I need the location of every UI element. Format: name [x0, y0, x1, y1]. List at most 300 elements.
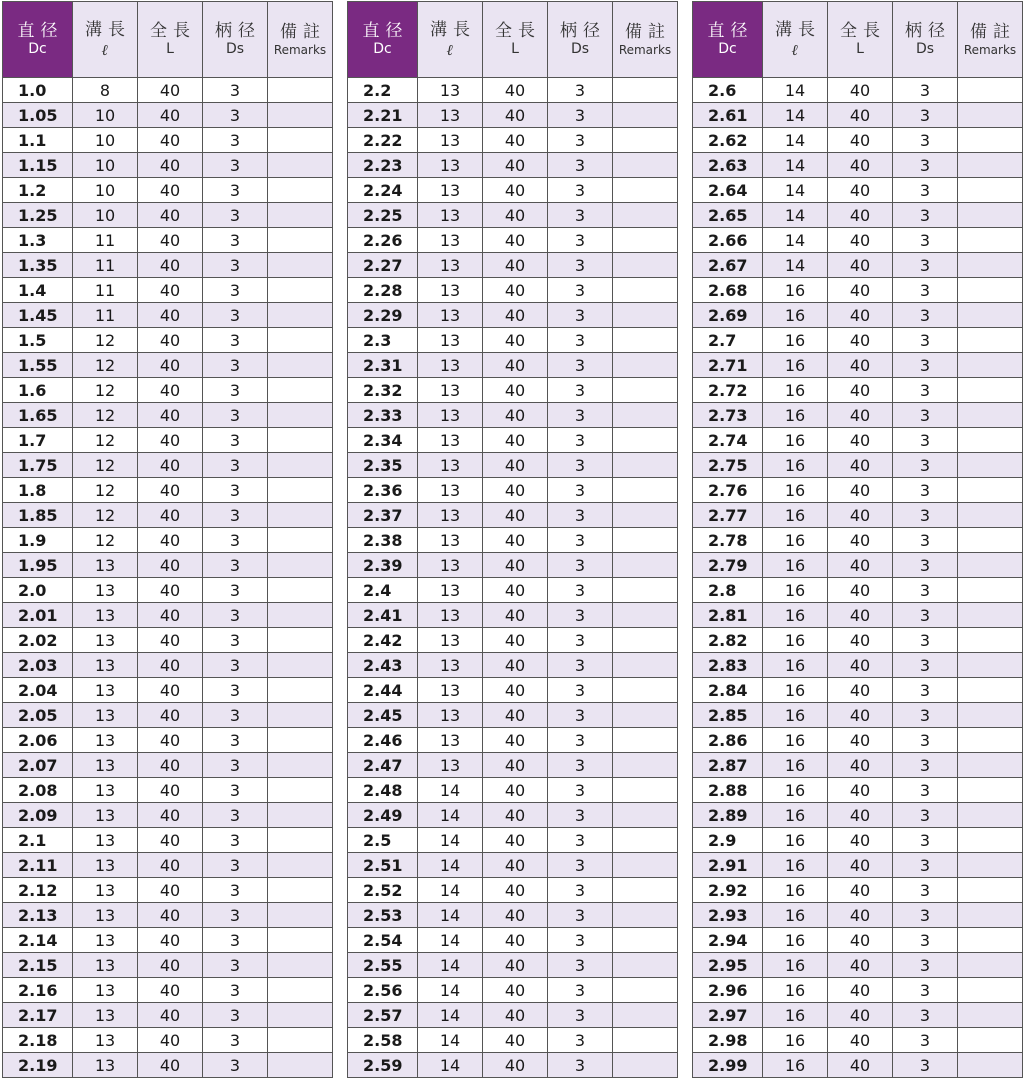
- overall-length-cell: 40: [483, 528, 548, 553]
- diameter-cell: 2.01: [3, 603, 73, 628]
- remarks-cell: [613, 428, 678, 453]
- flute-length-cell: 16: [763, 728, 828, 753]
- flute-length-cell: 13: [73, 953, 138, 978]
- overall-length-cell: 40: [828, 78, 893, 103]
- flute-length-cell: 14: [418, 803, 483, 828]
- remarks-cell: [268, 278, 333, 303]
- remarks-cell: [958, 78, 1023, 103]
- remarks-cell: [958, 778, 1023, 803]
- diameter-cell: 2.21: [348, 103, 418, 128]
- flute-length-cell: 16: [763, 1053, 828, 1078]
- shank-diameter-cell: 3: [548, 703, 613, 728]
- overall-length-cell: 40: [828, 578, 893, 603]
- shank-diameter-cell: 3: [893, 1003, 958, 1028]
- shank-diameter-cell: 3: [203, 178, 268, 203]
- flute-length-cell: 16: [763, 1003, 828, 1028]
- diameter-cell: 2.84: [693, 678, 763, 703]
- table-row: [348, 878, 678, 903]
- remarks-cell: [958, 353, 1023, 378]
- flute-length-cell: 14: [763, 203, 828, 228]
- diameter-cell: 1.3: [3, 228, 73, 253]
- diameter-cell: 2.7: [693, 328, 763, 353]
- diameter-cell: 2.12: [3, 878, 73, 903]
- overall-length-cell: 40: [138, 228, 203, 253]
- flute-length-cell: 13: [418, 578, 483, 603]
- table-row: [348, 228, 678, 253]
- overall-length-cell: 40: [828, 253, 893, 278]
- remarks-cell: [268, 128, 333, 153]
- diameter-header-en: Dc: [718, 41, 737, 58]
- overall-length-cell: 40: [828, 478, 893, 503]
- shank-diameter-cell: 3: [203, 303, 268, 328]
- overall-length-header-en: L: [166, 41, 174, 58]
- flute-length-cell: 14: [763, 103, 828, 128]
- table-row: [348, 1003, 678, 1028]
- diameter-cell: 2.38: [348, 528, 418, 553]
- shank-diameter-cell: 3: [548, 753, 613, 778]
- remarks-cell: [268, 1003, 333, 1028]
- diameter-cell: 1.7: [3, 428, 73, 453]
- table-row: [3, 1053, 333, 1078]
- remarks-cell: [958, 303, 1023, 328]
- diameter-cell: 2.2: [348, 78, 418, 103]
- diameter-cell: 2.04: [3, 678, 73, 703]
- shank-diameter-cell: 3: [203, 503, 268, 528]
- table-row: [3, 878, 333, 903]
- table-row: [693, 1003, 1023, 1028]
- shank-diameter-cell: 3: [548, 203, 613, 228]
- diameter-cell: 2.3: [348, 328, 418, 353]
- flute-length-cell: 13: [73, 803, 138, 828]
- remarks-header-en: Remarks: [618, 42, 672, 57]
- shank-diameter-cell: 3: [203, 853, 268, 878]
- table-row: [3, 128, 333, 153]
- overall-length-cell: 40: [483, 778, 548, 803]
- overall-length-cell: 40: [483, 478, 548, 503]
- diameter-cell: 2.32: [348, 378, 418, 403]
- overall-length-cell: 40: [138, 653, 203, 678]
- flute-length-cell: 13: [73, 828, 138, 853]
- shank-diameter-cell: 3: [548, 528, 613, 553]
- flute-length-cell: 14: [418, 1053, 483, 1078]
- overall-length-cell: 40: [138, 178, 203, 203]
- remarks-cell: [958, 1003, 1023, 1028]
- overall-length-cell: 40: [483, 453, 548, 478]
- diameter-cell: 2.28: [348, 278, 418, 303]
- overall-length-cell: 40: [828, 403, 893, 428]
- table-row: [693, 303, 1023, 328]
- flute-length-cell: 13: [73, 628, 138, 653]
- table-row: [693, 353, 1023, 378]
- spec-table-3: [692, 1, 1023, 1078]
- table-row: [3, 403, 333, 428]
- overall-length-cell: 40: [828, 153, 893, 178]
- remarks-cell: [613, 478, 678, 503]
- flute-length-cell: 14: [418, 853, 483, 878]
- remarks-cell: [268, 303, 333, 328]
- header-row: [3, 2, 333, 78]
- table-row: [693, 703, 1023, 728]
- flute-length-header-jp: 溝長: [430, 20, 476, 41]
- table-row: [348, 128, 678, 153]
- diameter-cell: 2.78: [693, 528, 763, 553]
- overall-length-cell: 40: [483, 403, 548, 428]
- overall-length-header: [138, 2, 203, 78]
- overall-length-cell: 40: [138, 203, 203, 228]
- remarks-cell: [268, 653, 333, 678]
- table-row: [348, 403, 678, 428]
- overall-length-cell: 40: [483, 103, 548, 128]
- table-row: [3, 603, 333, 628]
- overall-length-cell: 40: [828, 753, 893, 778]
- shank-diameter-cell: 3: [548, 728, 613, 753]
- table-row: [348, 528, 678, 553]
- shank-diameter-cell: 3: [203, 903, 268, 928]
- overall-length-cell: 40: [483, 253, 548, 278]
- shank-diameter-cell: 3: [203, 928, 268, 953]
- remarks-cell: [958, 403, 1023, 428]
- shank-diameter-cell: 3: [548, 178, 613, 203]
- overall-length-cell: 40: [483, 303, 548, 328]
- remarks-cell: [613, 203, 678, 228]
- flute-length-cell: 11: [73, 278, 138, 303]
- remarks-cell: [613, 228, 678, 253]
- remarks-cell: [268, 178, 333, 203]
- shank-diameter-cell: 3: [893, 928, 958, 953]
- flute-length-cell: 13: [73, 578, 138, 603]
- flute-length-cell: 16: [763, 703, 828, 728]
- shank-diameter-cell: 3: [203, 128, 268, 153]
- shank-diameter-cell: 3: [548, 1028, 613, 1053]
- table-row: [693, 328, 1023, 353]
- shank-diameter-cell: 3: [548, 1053, 613, 1078]
- flute-length-cell: 14: [418, 978, 483, 1003]
- shank-diameter-cell: 3: [548, 228, 613, 253]
- shank-diameter-cell: 3: [548, 253, 613, 278]
- flute-length-cell: 11: [73, 303, 138, 328]
- shank-diameter-cell: 3: [548, 153, 613, 178]
- shank-diameter-cell: 3: [893, 653, 958, 678]
- flute-length-cell: 13: [73, 703, 138, 728]
- overall-length-cell: 40: [828, 1053, 893, 1078]
- shank-diameter-header-jp: 柄径: [215, 20, 261, 41]
- table-row: [693, 903, 1023, 928]
- overall-length-cell: 40: [483, 903, 548, 928]
- flute-length-cell: 13: [418, 728, 483, 753]
- flute-length-cell: 14: [418, 1003, 483, 1028]
- overall-length-cell: 40: [138, 428, 203, 453]
- remarks-cell: [268, 578, 333, 603]
- remarks-cell: [268, 103, 333, 128]
- remarks-cell: [958, 853, 1023, 878]
- diameter-cell: 1.05: [3, 103, 73, 128]
- shank-diameter-cell: 3: [203, 1028, 268, 1053]
- table-row: [348, 253, 678, 278]
- flute-length-header-en: ℓ: [101, 40, 109, 59]
- shank-diameter-cell: 3: [203, 653, 268, 678]
- remarks-cell: [613, 903, 678, 928]
- overall-length-cell: 40: [483, 803, 548, 828]
- overall-length-cell: 40: [828, 1003, 893, 1028]
- table-row: [3, 103, 333, 128]
- flute-length-cell: 11: [73, 228, 138, 253]
- remarks-cell: [613, 378, 678, 403]
- table-row: [348, 303, 678, 328]
- remarks-cell: [268, 228, 333, 253]
- remarks-cell: [268, 1053, 333, 1078]
- shank-diameter-cell: 3: [893, 603, 958, 628]
- flute-length-cell: 16: [763, 978, 828, 1003]
- table-row: [3, 378, 333, 403]
- remarks-cell: [958, 478, 1023, 503]
- shank-diameter-cell: 3: [893, 828, 958, 853]
- overall-length-cell: 40: [483, 228, 548, 253]
- shank-diameter-cell: 3: [893, 153, 958, 178]
- diameter-cell: 2.1: [3, 828, 73, 853]
- table-row: [3, 553, 333, 578]
- table-row: [348, 778, 678, 803]
- overall-length-cell: 40: [483, 953, 548, 978]
- remarks-cell: [613, 128, 678, 153]
- remarks-cell: [613, 1053, 678, 1078]
- diameter-cell: 2.85: [693, 703, 763, 728]
- overall-length-cell: 40: [483, 153, 548, 178]
- table-row: [3, 803, 333, 828]
- overall-length-cell: 40: [483, 178, 548, 203]
- table-row: [3, 528, 333, 553]
- shank-diameter-cell: 3: [548, 128, 613, 153]
- flute-length-cell: 13: [418, 528, 483, 553]
- flute-length-cell: 12: [73, 478, 138, 503]
- table-row: [693, 78, 1023, 103]
- flute-length-cell: 16: [763, 603, 828, 628]
- remarks-cell: [958, 803, 1023, 828]
- flute-length-cell: 12: [73, 378, 138, 403]
- flute-length-cell: 13: [418, 153, 483, 178]
- overall-length-cell: 40: [483, 878, 548, 903]
- flute-length-cell: 14: [418, 928, 483, 953]
- remarks-cell: [958, 653, 1023, 678]
- shank-diameter-cell: 3: [893, 478, 958, 503]
- shank-diameter-cell: 3: [893, 528, 958, 553]
- table-row: [693, 603, 1023, 628]
- remarks-cell: [268, 553, 333, 578]
- diameter-cell: 2.99: [693, 1053, 763, 1078]
- table-row: [348, 653, 678, 678]
- table-row: [693, 528, 1023, 553]
- flute-length-cell: 14: [418, 778, 483, 803]
- shank-diameter-cell: 3: [548, 928, 613, 953]
- table-row: [693, 128, 1023, 153]
- table-row: [348, 628, 678, 653]
- remarks-cell: [268, 253, 333, 278]
- overall-length-cell: 40: [828, 1028, 893, 1053]
- overall-length-cell: 40: [138, 403, 203, 428]
- overall-length-cell: 40: [138, 1028, 203, 1053]
- shank-diameter-cell: 3: [893, 878, 958, 903]
- table-row: [3, 978, 333, 1003]
- remarks-cell: [958, 228, 1023, 253]
- table-row: [693, 103, 1023, 128]
- table-row: [693, 978, 1023, 1003]
- flute-length-cell: 13: [418, 603, 483, 628]
- flute-length-cell: 10: [73, 203, 138, 228]
- flute-length-cell: 16: [763, 778, 828, 803]
- diameter-cell: 1.65: [3, 403, 73, 428]
- shank-diameter-cell: 3: [203, 353, 268, 378]
- shank-diameter-cell: 3: [893, 803, 958, 828]
- overall-length-cell: 40: [138, 978, 203, 1003]
- table-row: [348, 203, 678, 228]
- diameter-cell: 2.66: [693, 228, 763, 253]
- table-row: [3, 778, 333, 803]
- diameter-cell: 2.06: [3, 728, 73, 753]
- shank-diameter-cell: 3: [203, 78, 268, 103]
- shank-diameter-cell: 3: [893, 128, 958, 153]
- table-row: [348, 728, 678, 753]
- overall-length-cell: 40: [483, 328, 548, 353]
- diameter-cell: 1.8: [3, 478, 73, 503]
- remarks-cell: [613, 553, 678, 578]
- table-row: [3, 328, 333, 353]
- remarks-cell: [958, 378, 1023, 403]
- flute-length-cell: 13: [418, 378, 483, 403]
- flute-length-header-en: ℓ: [446, 40, 454, 59]
- flute-length-cell: 16: [763, 803, 828, 828]
- flute-length-cell: 16: [763, 503, 828, 528]
- table-row: [348, 478, 678, 503]
- table-row: [348, 978, 678, 1003]
- table-row: [693, 253, 1023, 278]
- flute-length-cell: 16: [763, 278, 828, 303]
- overall-length-cell: 40: [483, 753, 548, 778]
- diameter-cell: 2.17: [3, 1003, 73, 1028]
- remarks-cell: [958, 503, 1023, 528]
- flute-length-cell: 16: [763, 353, 828, 378]
- overall-length-cell: 40: [138, 603, 203, 628]
- flute-length-cell: 13: [73, 978, 138, 1003]
- shank-diameter-header-jp: 柄径: [905, 20, 951, 41]
- shank-diameter-cell: 3: [548, 828, 613, 853]
- table-row: [3, 353, 333, 378]
- shank-diameter-cell: 3: [893, 553, 958, 578]
- diameter-cell: 2.91: [693, 853, 763, 878]
- overall-length-cell: 40: [828, 928, 893, 953]
- remarks-cell: [613, 603, 678, 628]
- overall-length-cell: 40: [483, 828, 548, 853]
- overall-length-cell: 40: [138, 1053, 203, 1078]
- remarks-cell: [958, 628, 1023, 653]
- flute-length-cell: 13: [73, 903, 138, 928]
- shank-diameter-cell: 3: [203, 153, 268, 178]
- table-row: [3, 653, 333, 678]
- table-row: [3, 78, 333, 103]
- diameter-cell: 2.03: [3, 653, 73, 678]
- shank-diameter-cell: 3: [203, 278, 268, 303]
- diameter-cell: 1.0: [3, 78, 73, 103]
- diameter-cell: 2.46: [348, 728, 418, 753]
- shank-diameter-cell: 3: [893, 1053, 958, 1078]
- flute-length-cell: 13: [73, 778, 138, 803]
- remarks-cell: [958, 903, 1023, 928]
- table-row: [693, 503, 1023, 528]
- diameter-cell: 2.43: [348, 653, 418, 678]
- flute-length-cell: 13: [418, 253, 483, 278]
- overall-length-cell: 40: [138, 853, 203, 878]
- overall-length-cell: 40: [483, 603, 548, 628]
- diameter-header: [348, 2, 418, 78]
- remarks-cell: [613, 78, 678, 103]
- remarks-cell: [268, 803, 333, 828]
- flute-length-cell: 13: [418, 653, 483, 678]
- table-row: [348, 1053, 678, 1078]
- table-row: [3, 628, 333, 653]
- table-row: [693, 878, 1023, 903]
- diameter-cell: 2.02: [3, 628, 73, 653]
- remarks-cell: [958, 578, 1023, 603]
- remarks-cell: [958, 928, 1023, 953]
- table-row: [693, 1028, 1023, 1053]
- flute-length-cell: 13: [418, 178, 483, 203]
- overall-length-cell: 40: [828, 203, 893, 228]
- shank-diameter-cell: 3: [203, 328, 268, 353]
- diameter-cell: 2.56: [348, 978, 418, 1003]
- overall-length-cell: 40: [828, 728, 893, 753]
- diameter-cell: 2.58: [348, 1028, 418, 1053]
- diameter-cell: 2.68: [693, 278, 763, 303]
- shank-diameter-cell: 3: [548, 553, 613, 578]
- diameter-cell: 2.22: [348, 128, 418, 153]
- shank-diameter-cell: 3: [548, 803, 613, 828]
- diameter-cell: 2.13: [3, 903, 73, 928]
- diameter-cell: 2.34: [348, 428, 418, 453]
- shank-diameter-cell: 3: [548, 353, 613, 378]
- diameter-cell: 2.6: [693, 78, 763, 103]
- overall-length-cell: 40: [138, 878, 203, 903]
- overall-length-cell: 40: [138, 328, 203, 353]
- flute-length-cell: 16: [763, 403, 828, 428]
- diameter-cell: 2.74: [693, 428, 763, 453]
- shank-diameter-cell: 3: [548, 278, 613, 303]
- shank-diameter-cell: 3: [893, 403, 958, 428]
- diameter-cell: 2.37: [348, 503, 418, 528]
- spec-table-2: [347, 1, 678, 1078]
- diameter-cell: 2.14: [3, 928, 73, 953]
- overall-length-cell: 40: [138, 253, 203, 278]
- table-row: [693, 778, 1023, 803]
- diameter-cell: 1.45: [3, 303, 73, 328]
- overall-length-cell: 40: [828, 678, 893, 703]
- table-row: [348, 453, 678, 478]
- shank-diameter-header: [548, 2, 613, 78]
- diameter-cell: 2.45: [348, 703, 418, 728]
- diameter-cell: 2.11: [3, 853, 73, 878]
- diameter-cell: 2.36: [348, 478, 418, 503]
- table-row: [3, 203, 333, 228]
- shank-diameter-cell: 3: [548, 603, 613, 628]
- remarks-cell: [613, 803, 678, 828]
- flute-length-header-jp: 溝長: [85, 20, 131, 41]
- diameter-cell: 2.83: [693, 653, 763, 678]
- remarks-cell: [613, 728, 678, 753]
- diameter-cell: 2.75: [693, 453, 763, 478]
- shank-diameter-cell: 3: [548, 403, 613, 428]
- remarks-cell: [268, 403, 333, 428]
- table-row: [3, 728, 333, 753]
- table-row: [3, 478, 333, 503]
- diameter-cell: 2.39: [348, 553, 418, 578]
- remarks-cell: [958, 178, 1023, 203]
